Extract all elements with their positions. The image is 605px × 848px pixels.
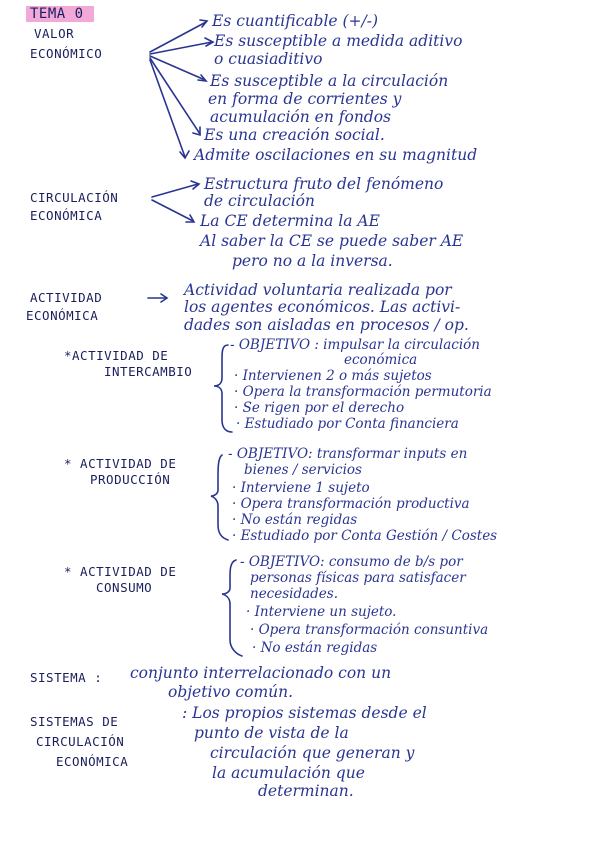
produccion-item-2: · Interviene 1 sujeto <box>232 480 370 496</box>
sistema-line-1: conjunto interrelacionado con un <box>130 664 392 682</box>
circulacion-line-2: de circulación <box>204 192 315 210</box>
sistemas-heading-line-2: CIRCULACIÓN <box>36 734 125 749</box>
intercambio-item-2: · Intervienen 2 o más sujetos <box>234 368 432 384</box>
sistema-line-2: objetivo común. <box>168 683 294 701</box>
consumo-heading-line-2: CONSUMO <box>96 580 153 595</box>
sistemas-line-1: : Los propios sistemas desde el <box>182 704 427 722</box>
sistemas-line-3: circulación que generan y <box>210 744 415 762</box>
valor-item-1: Es cuantificable (+/-) <box>212 12 379 30</box>
valor-item-3b: en forma de corrientes y <box>208 90 402 108</box>
valor-item-3c: acumulación en fondos <box>210 108 392 126</box>
brace-consumo <box>222 560 242 656</box>
circulacion-line-5: pero no a la inversa. <box>232 252 393 270</box>
circulacion-line-4: Al saber la CE se puede saber AE <box>200 232 464 250</box>
actividad-heading-line-1: ACTIVIDAD <box>30 290 103 305</box>
consumo-item-2: · Interviene un sujeto. <box>246 604 397 620</box>
sistemas-heading-line-1: SISTEMAS DE <box>30 714 119 729</box>
circulacion-line-3: La CE determina la AE <box>200 212 380 230</box>
intercambio-item-5: · Estudiado por Conta financiera <box>236 416 459 432</box>
intercambio-item-1: - OBJETIVO : impulsar la circulación <box>230 337 480 353</box>
valor-item-2b: o cuasiaditivo <box>214 50 323 68</box>
consumo-item-1b: personas físicas para satisfacer <box>250 570 466 586</box>
sistemas-line-4: la acumulación que <box>212 764 365 782</box>
intercambio-heading-line-2: INTERCAMBIO <box>104 364 193 379</box>
valor-item-5: Admite oscilaciones en su magnitud <box>194 146 478 164</box>
actividad-heading-line-2: ECONÓMICA <box>26 308 99 323</box>
actividad-line-3: dades son aisladas en procesos / op. <box>184 316 469 334</box>
produccion-item-1: - OBJETIVO: transformar inputs en <box>228 446 468 462</box>
circulacion-heading-line-2: ECONÓMICA <box>30 208 103 223</box>
produccion-item-3: · Opera transformación productiva <box>232 496 470 512</box>
sistema-heading: SISTEMA : <box>30 670 103 685</box>
valor-heading-line-1: VALOR <box>34 26 75 41</box>
valor-item-3: Es susceptible a la circulación <box>210 72 449 90</box>
intercambio-item-3: · Opera la transformación permutoria <box>234 384 492 400</box>
circulacion-line-1: Estructura fruto del fenómeno <box>204 175 444 193</box>
produccion-heading-line-1: * ACTIVIDAD DE <box>64 456 177 471</box>
produccion-item-4: · No están regidas <box>232 512 358 528</box>
sistemas-line-2: punto de vista de la <box>194 724 349 742</box>
valor-item-2: Es susceptible a medida aditivo <box>214 32 463 50</box>
consumo-item-1: - OBJETIVO: consumo de b/s por <box>240 554 463 570</box>
produccion-item-5: · Estudiado por Conta Gestión / Costes <box>232 528 498 544</box>
circulacion-heading-line-1: CIRCULACIÓN <box>30 190 119 205</box>
intercambio-item-1b: económica <box>344 352 418 368</box>
brace-intercambio <box>214 345 232 432</box>
sistemas-line-5: determinan. <box>258 782 354 800</box>
sistemas-heading-line-3: ECONÓMICA <box>56 754 129 769</box>
consumo-heading-line-1: * ACTIVIDAD DE <box>64 564 177 579</box>
intercambio-heading-line-1: *ACTIVIDAD DE <box>64 348 169 363</box>
valor-heading-line-2: ECONÓMICO <box>30 46 103 61</box>
actividad-line-2: los agentes económicos. Las activi- <box>184 298 461 316</box>
produccion-heading-line-2: PRODUCCIÓN <box>90 472 171 487</box>
actividad-line-1: Actividad voluntaria realizada por <box>184 281 452 299</box>
consumo-item-4: · No están regidas <box>252 640 378 656</box>
intercambio-item-4: · Se rigen por el derecho <box>234 400 405 416</box>
brace-produccion <box>211 455 228 540</box>
page-title: TEMA 0 <box>26 6 94 22</box>
produccion-item-1b: bienes / servicios <box>244 462 362 478</box>
consumo-item-3: · Opera transformación consuntiva <box>250 622 489 638</box>
valor-item-4: Es una creación social. <box>204 126 385 144</box>
consumo-item-1c: necesidades. <box>250 586 339 602</box>
arrow-1 <box>150 22 206 52</box>
